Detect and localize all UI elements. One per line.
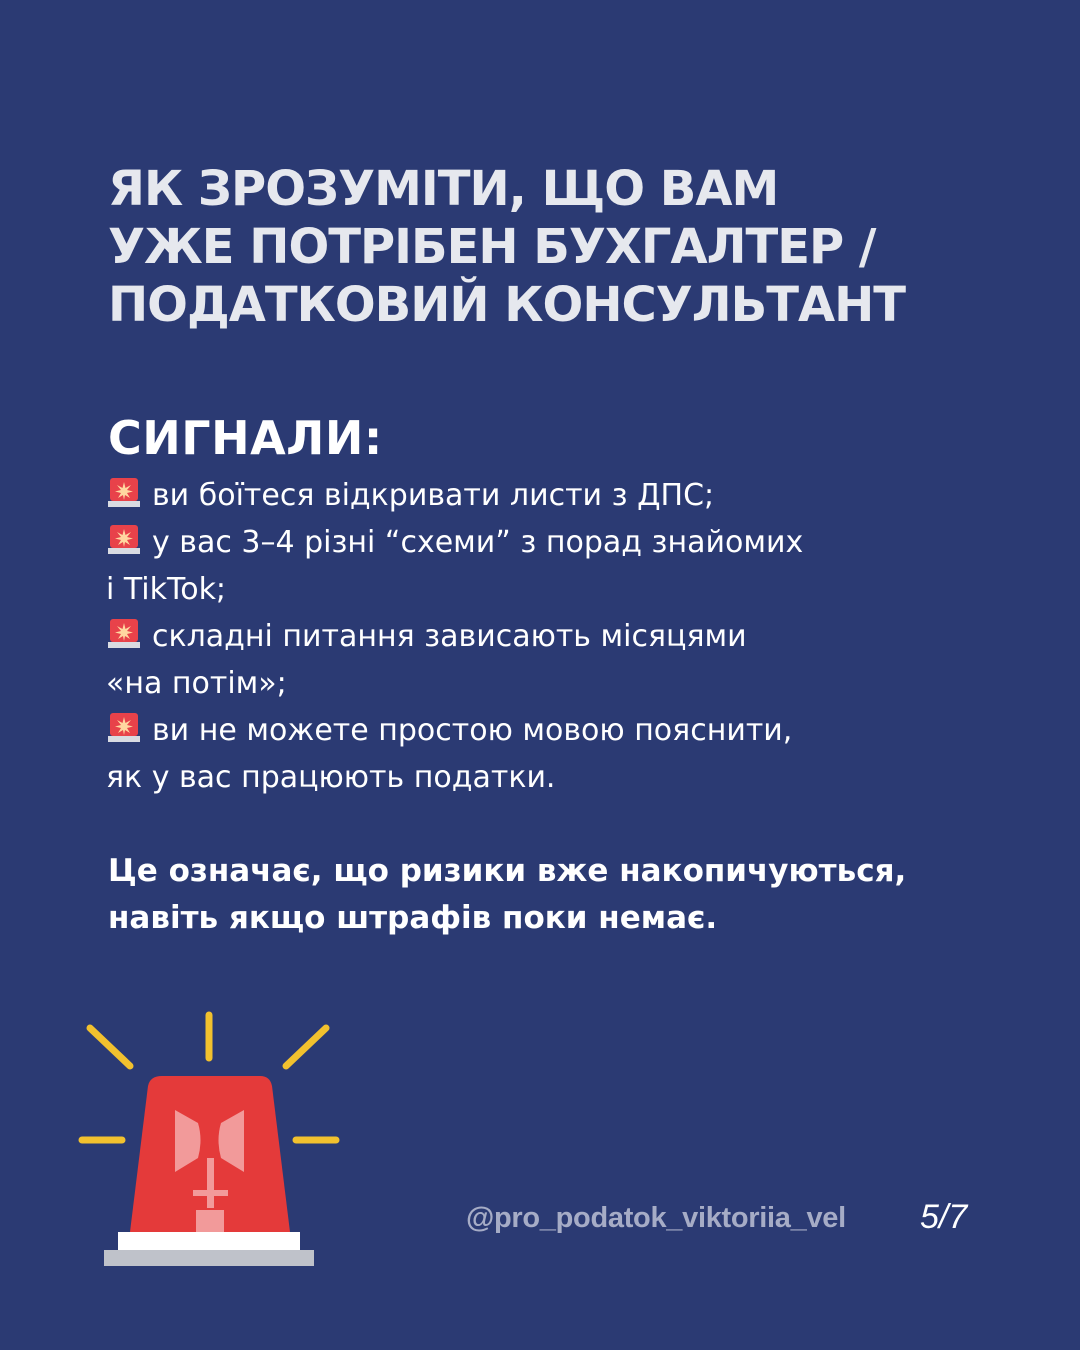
title-line: ПОДАТКОВИЙ КОНСУЛЬТАНТ <box>108 277 905 333</box>
signals-heading: СИГНАЛИ: <box>108 411 383 465</box>
conclusion-line: навіть якщо штрафів поки немає. <box>108 900 718 936</box>
signal-text: ви боїтеся відкривати листи з ДПС; <box>152 478 715 513</box>
signal-text-continued: і TikTok; <box>106 572 227 607</box>
signal-text: складні питання зависають місяцями <box>152 619 747 654</box>
siren-light-icon <box>70 1000 360 1280</box>
slide-title <box>108 160 1008 334</box>
conclusion-line: Це означає, що ризики вже накопичуються, <box>108 853 907 889</box>
police-siren-emoji-icon <box>106 709 142 745</box>
signal-text-continued: як у вас працюють податки. <box>106 760 556 795</box>
police-siren-emoji-icon <box>106 521 142 557</box>
signal-item <box>106 613 1026 660</box>
police-siren-emoji-icon <box>106 615 142 651</box>
title-line: ЯК ЗРОЗУМІТИ, ЩО ВАМ <box>108 161 779 217</box>
signal-item <box>106 519 1026 566</box>
signal-text-continued: «на потім»; <box>106 666 287 701</box>
signal-text: у вас 3–4 різні “схеми” з порад знайомих <box>152 525 804 560</box>
author-handle: @pro_podatok_viktoriia_vel <box>466 1202 846 1234</box>
police-siren-emoji-icon <box>106 474 142 510</box>
signal-item <box>106 472 1026 519</box>
signal-item <box>106 707 1026 754</box>
page-indicator: 5/7 <box>920 1198 968 1236</box>
signal-text: ви не можете простою мовою пояснити, <box>152 713 793 748</box>
conclusion-text <box>108 848 1008 942</box>
title-line: УЖЕ ПОТРІБЕН БУХГАЛТЕР / <box>108 219 876 275</box>
signals-list <box>106 472 1026 801</box>
